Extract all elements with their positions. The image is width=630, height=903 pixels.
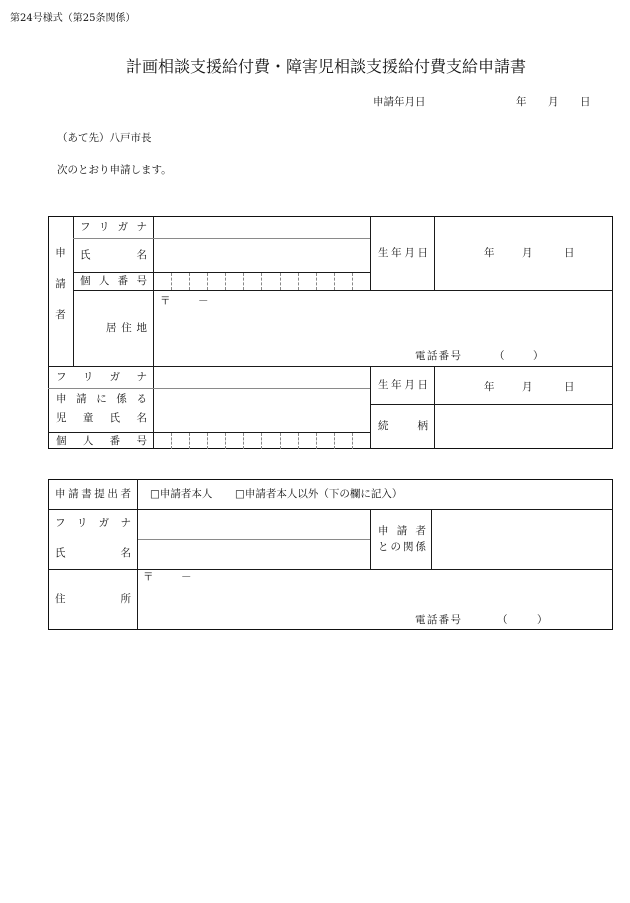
- relationship-label-line1: [378, 524, 426, 538]
- label-character: の: [390, 541, 401, 553]
- label-character: 生: [378, 379, 389, 391]
- phone-open-paren: （: [494, 350, 505, 362]
- label-character: 申: [56, 393, 67, 405]
- digit-box: [281, 273, 299, 290]
- submitter-address-field: [138, 570, 613, 630]
- label-character: 申: [378, 525, 389, 537]
- child-name-field: [154, 389, 370, 432]
- label-character: 号: [136, 275, 147, 287]
- label-character: 氏: [109, 412, 121, 424]
- digit-box: [172, 433, 190, 449]
- label-character: 住: [55, 593, 66, 605]
- page-title: 計画相談支援給付費・障害児相談支援給付費支給申請書: [125, 57, 526, 76]
- label-character: 番: [109, 435, 121, 447]
- label-character: 出: [107, 488, 118, 500]
- submitter-furigana-field: [138, 510, 370, 539]
- label-character: 請: [76, 393, 87, 405]
- label-character: リ: [98, 221, 110, 233]
- label-character: 係: [116, 393, 127, 405]
- digit-box: [262, 433, 280, 449]
- label-character: 氏: [80, 249, 91, 261]
- label-character: 者: [120, 488, 131, 500]
- label-character: 関: [403, 541, 414, 553]
- label-character: 年: [391, 379, 402, 391]
- label-character: 番: [438, 614, 450, 626]
- applicant-address-label: [106, 321, 147, 335]
- label-character: 柄: [417, 420, 428, 432]
- submitter-relationship-field: [432, 510, 613, 569]
- digit-box: [353, 273, 370, 290]
- label-character: 地: [136, 322, 147, 334]
- birthdate-year: 年: [484, 381, 495, 393]
- label-character: 居: [106, 322, 117, 334]
- label-character: 名: [120, 547, 131, 559]
- label-character: 年: [391, 247, 402, 259]
- child-furigana-label: [56, 370, 147, 384]
- table-rule: [370, 216, 371, 290]
- label-character: ガ: [98, 517, 110, 529]
- digit-box: [317, 273, 335, 290]
- label-character: 番: [438, 350, 450, 362]
- digit-box: [208, 273, 226, 290]
- table-rule: [370, 366, 371, 449]
- label-character: 月: [404, 379, 415, 391]
- relationship-label-line2: [378, 540, 426, 554]
- label-character: 人: [82, 435, 94, 447]
- label-character: と: [378, 541, 389, 553]
- label-character: 係: [415, 541, 426, 553]
- phone-close-paren: ）: [533, 350, 544, 362]
- application-date-year: 年: [516, 96, 527, 108]
- digit-box: [244, 433, 262, 449]
- label-character: 請: [396, 525, 408, 537]
- label-character: 番: [117, 275, 129, 287]
- label-character: 電: [415, 614, 426, 626]
- applicant-table: [48, 216, 613, 449]
- digit-box: [190, 433, 208, 449]
- digit-box: [299, 433, 317, 449]
- applicant-name-label: [80, 248, 147, 262]
- label-character: フ: [55, 517, 66, 529]
- label-character: 請: [68, 488, 79, 500]
- label-character: ナ: [136, 221, 147, 233]
- application-date-month: 月: [548, 96, 559, 108]
- label-character: 童: [82, 412, 94, 424]
- child-birthdate-label: [378, 378, 428, 392]
- submitter-label: [55, 487, 131, 501]
- label-character: 所: [120, 593, 131, 605]
- label-character: 号: [450, 350, 461, 362]
- digit-box: [154, 433, 172, 449]
- applicant-section-label: [48, 247, 73, 321]
- label-character: 人: [98, 275, 110, 287]
- digit-box: [353, 433, 370, 449]
- applicant-birthdate-field: [435, 216, 613, 290]
- label-character: 月: [404, 247, 415, 259]
- label-character: ガ: [109, 371, 121, 383]
- phone-label: [415, 349, 461, 363]
- digit-box: [226, 273, 244, 290]
- label-character: ナ: [136, 371, 147, 383]
- phone-close-paren: ）: [537, 614, 548, 626]
- label-character: 者: [415, 525, 426, 537]
- label-character: 提: [94, 488, 105, 500]
- applicant-birthdate-label: [378, 246, 428, 260]
- applicant-individual-number-boxes: [154, 273, 370, 290]
- digit-box: [172, 273, 190, 290]
- label-character: 者: [55, 309, 66, 321]
- digit-box: [244, 273, 262, 290]
- child-name-label-line1: [56, 392, 147, 406]
- birthdate-day: 日: [564, 247, 575, 259]
- child-name-label-line2: [56, 411, 147, 425]
- submitter-address-label: [55, 592, 131, 606]
- label-character: 生: [378, 247, 389, 259]
- label-character: 名: [136, 249, 147, 261]
- label-character: 請: [55, 278, 66, 290]
- digit-box: [262, 273, 280, 290]
- applicant-address-field: [154, 291, 613, 366]
- submitter-furigana-label: [55, 516, 131, 530]
- child-furigana-field: [154, 367, 370, 388]
- label-character: ガ: [117, 221, 129, 233]
- form-number: 第24号様式（第25条関係）: [10, 13, 136, 24]
- phone-open-paren: （: [497, 614, 508, 626]
- phone-label: [415, 613, 461, 627]
- postal-dash: －: [181, 571, 192, 583]
- digit-box: [281, 433, 299, 449]
- label-character: 話: [426, 614, 438, 626]
- digit-box: [190, 273, 208, 290]
- table-rule: [370, 509, 371, 569]
- digit-box: [208, 433, 226, 449]
- child-birthdate-field: [435, 367, 613, 404]
- label-character: 児: [56, 412, 67, 424]
- option-other-than-applicant: □申請者本人以外（下の欄に記入）: [235, 488, 403, 500]
- birthdate-month: 月: [522, 247, 533, 259]
- birthdate-day: 日: [564, 381, 575, 393]
- label-character: 書: [81, 488, 92, 500]
- digit-box: [299, 273, 317, 290]
- child-individual-number-boxes: [154, 433, 370, 449]
- postal-mark: 〒: [143, 571, 154, 583]
- label-character: リ: [82, 371, 94, 383]
- label-character: ナ: [120, 517, 131, 529]
- label-character: フ: [56, 371, 67, 383]
- digit-box: [335, 433, 353, 449]
- intro-text: 次のとおり申請します。: [57, 164, 172, 176]
- application-date-label: 申請年月日: [373, 96, 426, 108]
- label-character: 日: [417, 247, 428, 259]
- label-character: 個: [80, 275, 91, 287]
- label-character: 電: [415, 350, 426, 362]
- submitter-name-field: [138, 540, 370, 569]
- digit-box: [226, 433, 244, 449]
- label-character: 申: [55, 247, 66, 259]
- digit-box: [317, 433, 335, 449]
- birthdate-year: 年: [484, 247, 495, 259]
- label-character: 個: [56, 435, 67, 447]
- label-character: 号: [450, 614, 461, 626]
- postal-dash: －: [198, 295, 209, 307]
- option-applicant-self: □申請者本人: [150, 488, 213, 500]
- application-date-day: 日: [580, 96, 591, 108]
- label-character: 住: [121, 322, 132, 334]
- submitter-name-label: [55, 546, 131, 560]
- child-relationship-field: [435, 405, 613, 449]
- label-character: る: [136, 393, 147, 405]
- label-character: 申: [55, 488, 66, 500]
- child-relationship-label: [378, 419, 428, 433]
- label-character: 氏: [55, 547, 66, 559]
- label-character: 続: [378, 420, 389, 432]
- label-character: 話: [426, 350, 438, 362]
- applicant-furigana-label: [80, 220, 147, 234]
- addressee: （あて先）八戸市長: [57, 132, 152, 144]
- digit-box: [335, 273, 353, 290]
- applicant-furigana-field: [154, 216, 370, 238]
- label-character: フ: [80, 221, 91, 233]
- label-character: に: [96, 393, 107, 405]
- applicant-individual-number-label: [80, 274, 147, 288]
- applicant-name-field: [154, 239, 370, 272]
- label-character: 日: [417, 379, 428, 391]
- submitter-options: [138, 479, 613, 509]
- child-individual-number-label: [56, 434, 147, 448]
- label-character: 号: [136, 435, 147, 447]
- label-character: 名: [136, 412, 147, 424]
- label-character: リ: [76, 517, 88, 529]
- birthdate-month: 月: [522, 381, 533, 393]
- postal-mark: 〒: [160, 295, 171, 307]
- submitter-table: [48, 479, 613, 630]
- digit-box: [154, 273, 172, 290]
